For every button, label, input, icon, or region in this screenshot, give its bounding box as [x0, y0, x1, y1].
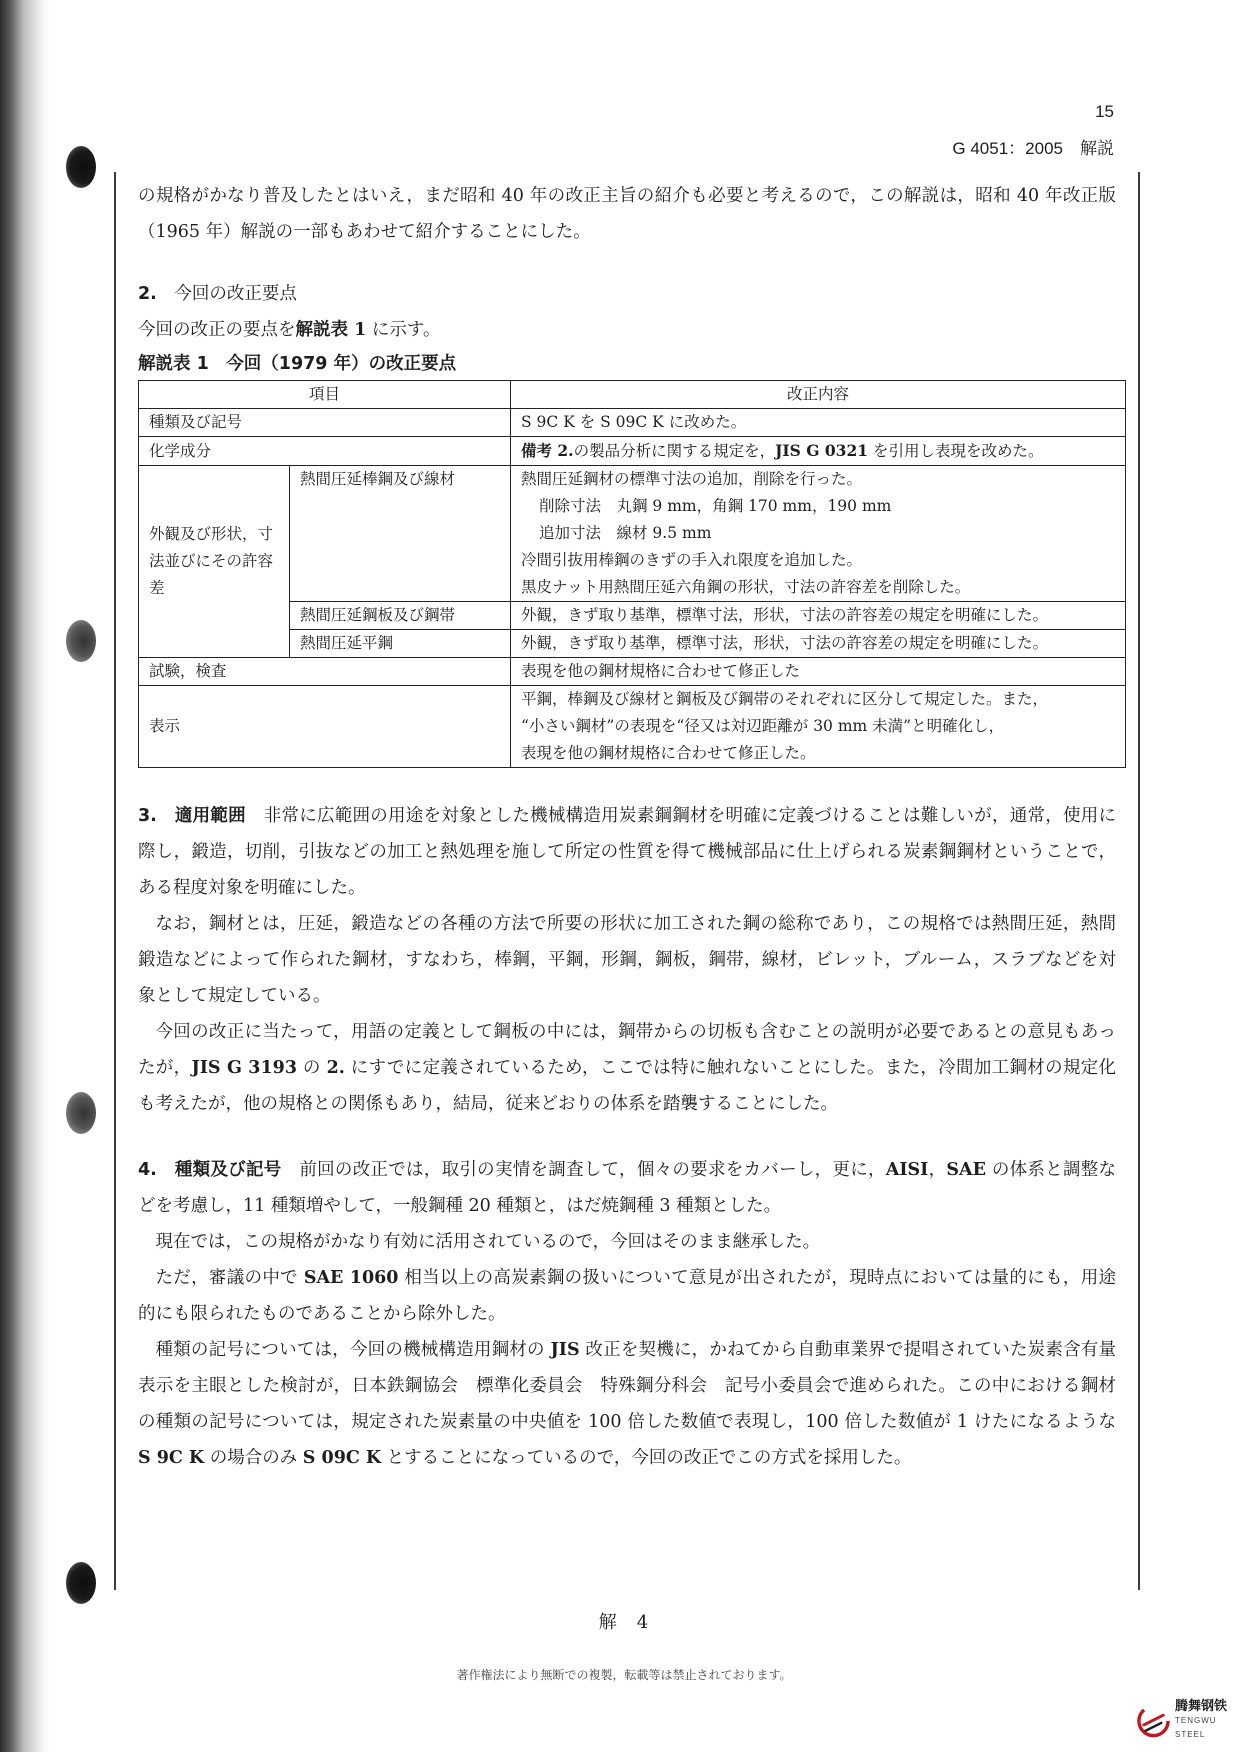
- logo-name-cn: 腾舞钢铁: [1174, 1699, 1227, 1714]
- cell-line: 冷間引抜用棒鋼のきずの手入れ限度を追加した。: [521, 551, 863, 569]
- table-cell-item: 種類及び記号: [139, 409, 511, 437]
- section-number: 4.: [138, 1160, 157, 1180]
- cell-line: 削除寸法 丸鋼 9 mm，角鋼 170 mm，190 mm: [539, 497, 892, 515]
- jis-reference: JIS G 3193: [191, 1058, 297, 1078]
- table-cell-content: 外観，きず取り基準，標準寸法，形状，寸法の許容差の規定を明確にした。: [511, 630, 1126, 658]
- table-cell-subitem: 熱間圧延平鋼: [290, 630, 511, 658]
- scan-binding-shadow: [0, 0, 50, 1752]
- section-3-paragraph-1: [138, 798, 1116, 906]
- section-title: 今回の改正要点: [174, 284, 297, 304]
- note-reference: 備考 2.: [521, 441, 574, 460]
- section-4-paragraph-4: [138, 1332, 1116, 1476]
- cell-line: 追加寸法 線材 9.5 mm: [539, 524, 712, 542]
- paragraph-text: の体系と調整などを考慮し，11 種類増やして，一般鋼種 20 種類と，はだ焼鋼種 3 種類とした。: [138, 1160, 1117, 1216]
- paragraph-text: 非常に広範囲の用途を対象とした機械構造用炭素鋼鋼材を明確に定義づけることは難しいが，通常，使用に際し，鍛造，切削，引抜などの加工と熱処理を施して所定の性質を得て機械部品に仕上げられる炭素鋼鋼材ということで，ある程度対象を明確にした。: [138, 806, 1117, 898]
- punch-hole: [66, 1562, 96, 1604]
- table-cell-subitem: 熱間圧延鋼板及び鋼帯: [290, 602, 511, 630]
- table-cell-subitem: 熱間圧延棒鋼及び線材: [290, 466, 511, 602]
- table-header-row: [139, 381, 1126, 409]
- clause-reference: 2.: [326, 1058, 345, 1078]
- punch-hole: [66, 146, 96, 188]
- section-4-paragraph-2: 現在では，この規格がかなり有効に活用されているので，今回はそのまま継承した。: [155, 1232, 821, 1252]
- table-cell-content: 外観，きず取り基準，標準寸法，形状，寸法の許容差の規定を明確にした。: [511, 602, 1126, 630]
- table-row: [139, 658, 1126, 686]
- section-3-paragraph-3: [138, 1014, 1116, 1122]
- table-cell-item: 表示: [139, 686, 511, 768]
- paragraph-text: ただ，審議の中で: [155, 1268, 304, 1288]
- paragraph-text: 種類の記号については，今回の機械構造用鋼材の: [155, 1340, 551, 1360]
- section-title: 適用範囲: [174, 806, 246, 826]
- standard-reference: AISI: [885, 1160, 929, 1180]
- table-cell-item: 試験，検査: [139, 658, 511, 686]
- section-3: [138, 798, 1116, 1122]
- table-cell-group: 外観及び形状，寸法並びにその許容差: [139, 466, 290, 658]
- page-body: [138, 178, 1116, 1476]
- table-row: [139, 409, 1126, 437]
- section-2: [138, 276, 1116, 768]
- table-row: [139, 686, 1126, 768]
- paragraph-text: ，: [928, 1160, 947, 1180]
- grade-symbol: S 09C K: [302, 1448, 382, 1468]
- punch-hole: [66, 1092, 96, 1134]
- table-cell-content: 表現を他の鋼材規格に合わせて修正した: [511, 658, 1126, 686]
- section-heading: [138, 276, 1116, 312]
- header-standard-id: G 4051：2005 解説: [952, 139, 1114, 158]
- section-4-paragraph-1: [138, 1152, 1116, 1224]
- logo-name-en: TENGWU STEEL: [1174, 1716, 1217, 1739]
- footer-copyright: 著作権法により無断での複製，転載等は禁止されております。: [456, 1668, 792, 1682]
- logo-mark-icon: [1136, 1703, 1171, 1739]
- section-number: 3.: [138, 806, 157, 826]
- section-4: [138, 1152, 1116, 1476]
- cell-line: 表現を他の鋼材規格に合わせて修正した。: [521, 744, 816, 762]
- intro-paragraph: の規格がかなり普及したとはいえ，まだ昭和 40 年の改正主旨の紹介も必要と考えるので，この解説は，昭和 40 年改正版（1965 年）解説の一部もあわせて紹介することにした。: [138, 186, 1116, 242]
- lead-text: 今回の改正の要点を: [138, 320, 296, 340]
- left-margin-rule: [114, 172, 116, 1590]
- paragraph-text: 改正を契機に，かねてから自動車業界で提唱されていた炭素含有量表示を主眼とした検討が，日本鉄鋼協会 標準化委員会 特殊鋼分科会 記号小委員会で進められた。この中における鋼材の種類の記号については，規定された炭素量の中央値を 100 倍した数値で表現し，100 倍した数値が 1 けたになるような: [138, 1340, 1117, 1432]
- paragraph-text: 前回の改正では，取引の実情を調査して，個々の要求をカバーし，更に，: [299, 1160, 886, 1180]
- section-4-paragraph-3: [138, 1260, 1116, 1332]
- logo-text: [1175, 1700, 1248, 1742]
- standard-reference: SAE: [946, 1160, 986, 1180]
- table-caption: 解説表 1 今回（1979 年）の改正要点: [138, 354, 457, 374]
- revision-table: [138, 380, 1126, 768]
- punch-hole: [66, 620, 96, 662]
- table-cell-item: 化学成分: [139, 437, 511, 466]
- table-row: [139, 437, 1126, 466]
- standard-reference: JIS: [550, 1340, 580, 1360]
- table-cell-content: [511, 437, 1126, 466]
- table-header-item: 項目: [139, 381, 511, 409]
- cell-line: 黒皮ナット用熱間圧延六角鋼の形状，寸法の許容差を削除した。: [521, 578, 971, 596]
- section-lead: [138, 312, 1116, 348]
- paragraph-text: の: [297, 1058, 327, 1078]
- paragraph-text: 今回の改正に当たって，用語の定義として鋼板の中には，鋼帯からの切板も含むことの説明が必要であるとの意見もあったが，: [138, 1022, 1116, 1078]
- cell-text: を引用し表現を改めた。: [868, 442, 1044, 460]
- table-row: [139, 466, 1126, 602]
- cell-line: 平鋼，棒鋼及び線材と鋼板及び鋼帯のそれぞれに区分して規定した。また，: [521, 690, 1049, 708]
- standard-reference: SAE 1060: [303, 1268, 399, 1288]
- section-title: 種類及び記号: [174, 1160, 282, 1180]
- right-margin-rule: [1138, 172, 1140, 1590]
- section-number: 2.: [138, 284, 157, 304]
- cell-line: 熱間圧延鋼材の標準寸法の追加，削除を行った。: [521, 470, 863, 488]
- lead-text: に示す。: [366, 320, 441, 340]
- paragraph-text: とすることになっているので，今回の改正でこの方式を採用した。: [381, 1448, 912, 1468]
- table-cell-content: [511, 686, 1126, 768]
- cell-text: の製品分析に関する規定を，: [573, 442, 776, 460]
- paragraph-text: にすでに定義されているため，ここでは特に触れないことにした。また，冷間加工鋼材の規定化も考えたが，他の規格との関係もあり，結局，従来どおりの体系を踏襲することにした。: [138, 1058, 1116, 1114]
- paragraph-text: の場合のみ: [204, 1448, 303, 1468]
- watermark-logo: [1136, 1700, 1248, 1742]
- paragraph-text: 相当以上の高炭素鋼の扱いについて意見が出されたが，現時点においては量的にも，用途的にも限られたものであることから除外した。: [138, 1268, 1116, 1324]
- grade-symbol: S 9C K: [138, 1448, 205, 1468]
- table-header-content: 改正内容: [511, 381, 1126, 409]
- table-cell-content: S 9C K を S 09C K に改めた。: [511, 409, 1126, 437]
- cell-line: “小さい鋼材”の表現を“径又は対辺距離が 30 mm 未満”と明確化し，: [521, 717, 1005, 735]
- table-reference: 解説表 1: [295, 320, 367, 340]
- section-3-paragraph-2: なお，鋼材とは，圧延，鍛造などの各種の方法で所要の形状に加工された鋼の総称であり，この規格では熱間圧延，熱間鍛造などによって作られた鋼材，すなわち，棒鋼，平鋼，形鋼，鋼板，鋼帯，線材，ビレット，ブルーム，スラブなどを対象として規定している。: [138, 914, 1116, 1006]
- footer-page-label: 解 4: [598, 1612, 650, 1633]
- jis-reference: JIS G 0321: [775, 441, 869, 460]
- table-cell-content: [511, 466, 1126, 602]
- header-page-number: 15: [1095, 102, 1114, 121]
